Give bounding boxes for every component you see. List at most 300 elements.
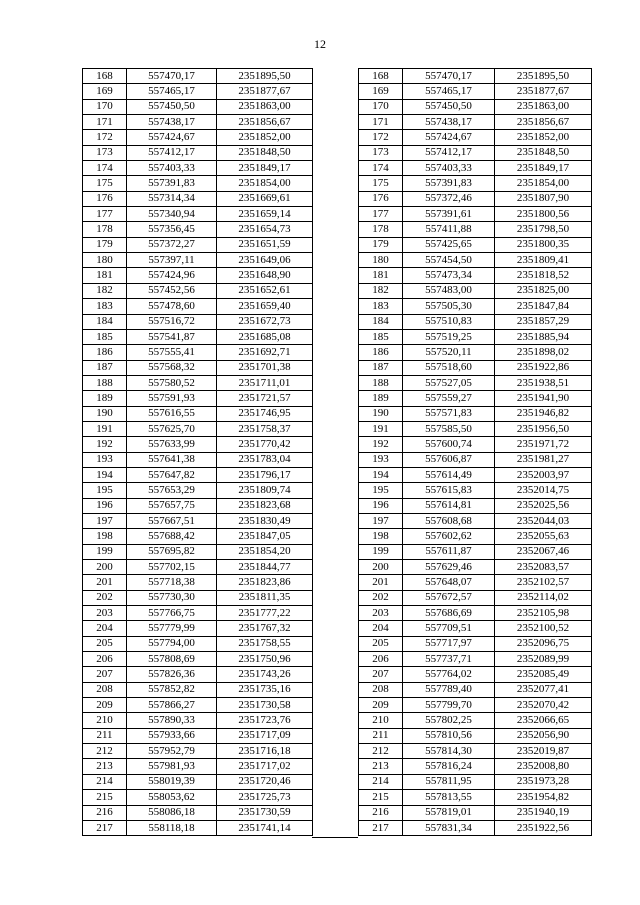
y-coordinate-cell: 2352003,97 [495,467,592,482]
table-row [359,790,592,805]
point-number-cell: 177 [359,207,403,222]
point-number-cell: 209 [83,698,127,713]
x-coordinate-cell: 557452,56 [127,283,217,298]
point-number-cell: 202 [83,590,127,605]
table-row [359,145,592,160]
point-number-cell: 180 [359,253,403,268]
point-number-cell: 182 [83,283,127,298]
table-row [83,606,313,621]
table-row [359,636,592,651]
point-number-cell: 173 [83,145,127,160]
y-coordinate-cell: 2351956,50 [495,421,592,436]
y-coordinate-cell: 2352066,65 [495,713,592,728]
y-coordinate-cell: 2351973,28 [495,774,592,789]
point-number-cell: 192 [83,437,127,452]
x-coordinate-cell: 557470,17 [403,69,495,84]
x-coordinate-cell: 557555,41 [127,345,217,360]
table-row [359,483,592,498]
y-coordinate-cell: 2352105,98 [495,606,592,621]
table-body-left [83,69,313,836]
table-row [359,713,592,728]
y-coordinate-cell: 2351777,22 [217,606,313,621]
x-coordinate-cell: 557688,42 [127,529,217,544]
y-coordinate-cell: 2352055,63 [495,529,592,544]
y-coordinate-cell: 2351811,35 [217,590,313,605]
table-row [83,774,313,789]
table-row [83,299,313,314]
table-row [83,652,313,667]
x-coordinate-cell: 557695,82 [127,544,217,559]
x-coordinate-cell: 557647,82 [127,467,217,482]
table-row [359,115,592,130]
x-coordinate-cell: 557615,83 [403,483,495,498]
table-row [83,560,313,575]
x-coordinate-cell: 557391,83 [403,176,495,191]
y-coordinate-cell: 2351809,41 [495,253,592,268]
table-row [83,207,313,222]
point-number-cell: 202 [359,590,403,605]
table-row [83,483,313,498]
x-coordinate-cell: 557465,17 [403,84,495,99]
y-coordinate-cell: 2352019,87 [495,744,592,759]
point-number-cell: 187 [359,360,403,375]
y-coordinate-cell: 2351648,90 [217,268,313,283]
point-number-cell: 179 [83,237,127,252]
x-coordinate-cell: 557510,83 [403,314,495,329]
point-number-cell: 212 [359,744,403,759]
table-row [359,237,592,252]
point-number-cell: 174 [359,161,403,176]
x-coordinate-cell: 557438,17 [403,115,495,130]
y-coordinate-cell: 2352056,90 [495,728,592,743]
table-row [359,391,592,406]
table-row [359,575,592,590]
point-number-cell: 184 [83,314,127,329]
table-row [359,375,592,390]
table-row [359,283,592,298]
table-row [83,268,313,283]
y-coordinate-cell: 2351758,37 [217,421,313,436]
table-row [83,744,313,759]
y-coordinate-cell: 2352102,57 [495,575,592,590]
point-number-cell: 171 [83,115,127,130]
point-number-cell: 181 [359,268,403,283]
point-number-cell: 188 [359,375,403,390]
table-row [359,513,592,528]
point-number-cell: 178 [83,222,127,237]
x-coordinate-cell: 557709,51 [403,621,495,636]
table-row [359,69,592,84]
point-number-cell: 199 [359,544,403,559]
point-number-cell: 186 [83,345,127,360]
point-number-cell: 193 [83,452,127,467]
point-number-cell: 214 [359,774,403,789]
x-coordinate-cell: 557473,34 [403,268,495,283]
table-row [359,529,592,544]
x-coordinate-cell: 557314,34 [127,191,217,206]
y-coordinate-cell: 2351711,01 [217,375,313,390]
x-coordinate-cell: 557814,30 [403,744,495,759]
table-row [83,667,313,682]
x-coordinate-cell: 557571,83 [403,406,495,421]
x-coordinate-cell: 557591,93 [127,391,217,406]
point-number-cell: 182 [359,283,403,298]
y-coordinate-cell: 2351717,09 [217,728,313,743]
x-coordinate-cell: 557952,79 [127,744,217,759]
table-row [83,621,313,636]
x-coordinate-cell: 557802,25 [403,713,495,728]
table-row [83,805,313,820]
x-coordinate-cell: 557810,56 [403,728,495,743]
table-row [83,145,313,160]
x-coordinate-cell: 557391,83 [127,176,217,191]
y-coordinate-cell: 2351651,59 [217,237,313,252]
point-number-cell: 177 [83,207,127,222]
point-number-cell: 175 [83,176,127,191]
y-coordinate-cell: 2351863,00 [495,99,592,114]
y-coordinate-cell: 2351823,86 [217,575,313,590]
x-coordinate-cell: 557478,60 [127,299,217,314]
table-row [359,728,592,743]
y-coordinate-cell: 2351941,90 [495,391,592,406]
point-number-cell: 171 [359,115,403,130]
x-coordinate-cell: 557616,55 [127,406,217,421]
point-number-cell: 211 [83,728,127,743]
table-row [83,237,313,252]
point-number-cell: 186 [359,345,403,360]
point-number-cell: 211 [359,728,403,743]
y-coordinate-cell: 2351856,67 [217,115,313,130]
y-coordinate-cell: 2352089,99 [495,652,592,667]
x-coordinate-cell: 557465,17 [127,84,217,99]
coordinates-table-left [82,68,313,836]
table-row [359,467,592,482]
x-coordinate-cell: 557648,07 [403,575,495,590]
x-coordinate-cell: 557614,49 [403,467,495,482]
table-row [83,529,313,544]
table-row [83,84,313,99]
table-row [359,682,592,697]
x-coordinate-cell: 557717,97 [403,636,495,651]
table-row [83,69,313,84]
y-coordinate-cell: 2352070,42 [495,698,592,713]
point-number-cell: 208 [83,682,127,697]
point-number-cell: 195 [359,483,403,498]
table-row [83,176,313,191]
table-row [83,682,313,697]
point-number-cell: 216 [83,805,127,820]
x-coordinate-cell: 557403,33 [403,161,495,176]
y-coordinate-cell: 2351922,56 [495,820,592,835]
y-coordinate-cell: 2351730,59 [217,805,313,820]
table-row [83,99,313,114]
x-coordinate-cell: 557819,01 [403,805,495,820]
point-number-cell: 213 [83,759,127,774]
y-coordinate-cell: 2351701,38 [217,360,313,375]
table-row [359,84,592,99]
point-number-cell: 203 [83,606,127,621]
y-coordinate-cell: 2351741,14 [217,820,313,835]
y-coordinate-cell: 2352077,41 [495,682,592,697]
table-row [359,314,592,329]
point-number-cell: 204 [359,621,403,636]
x-coordinate-cell: 558053,62 [127,790,217,805]
point-number-cell: 205 [359,636,403,651]
y-coordinate-cell: 2351807,90 [495,191,592,206]
y-coordinate-cell: 2352085,49 [495,667,592,682]
table-row [83,698,313,713]
table-row [83,498,313,513]
y-coordinate-cell: 2351849,17 [495,161,592,176]
point-number-cell: 194 [359,467,403,482]
point-number-cell: 217 [83,820,127,835]
table-row [83,375,313,390]
x-coordinate-cell: 557766,75 [127,606,217,621]
table-row [359,698,592,713]
table-row [359,652,592,667]
y-coordinate-cell: 2351723,76 [217,713,313,728]
table-row [83,360,313,375]
table-row [83,728,313,743]
y-coordinate-cell: 2351800,35 [495,237,592,252]
y-coordinate-cell: 2351743,26 [217,667,313,682]
x-coordinate-cell: 557518,60 [403,360,495,375]
table-row [359,406,592,421]
table-row [83,590,313,605]
x-coordinate-cell: 557981,93 [127,759,217,774]
x-coordinate-cell: 557438,17 [127,115,217,130]
point-number-cell: 197 [83,513,127,528]
y-coordinate-cell: 2352067,46 [495,544,592,559]
table-row [359,207,592,222]
x-coordinate-cell: 557568,32 [127,360,217,375]
point-number-cell: 188 [83,375,127,390]
y-coordinate-cell: 2351954,82 [495,790,592,805]
point-number-cell: 192 [359,437,403,452]
point-number-cell: 210 [359,713,403,728]
x-coordinate-cell: 557667,51 [127,513,217,528]
y-coordinate-cell: 2351852,00 [495,130,592,145]
y-coordinate-cell: 2351981,27 [495,452,592,467]
point-number-cell: 168 [359,69,403,84]
x-coordinate-cell: 557737,71 [403,652,495,667]
point-number-cell: 207 [359,667,403,682]
y-coordinate-cell: 2351854,20 [217,544,313,559]
x-coordinate-cell: 557629,46 [403,560,495,575]
table-row [359,452,592,467]
y-coordinate-cell: 2351857,29 [495,314,592,329]
point-number-cell: 197 [359,513,403,528]
point-number-cell: 168 [83,69,127,84]
point-number-cell: 178 [359,222,403,237]
point-number-cell: 185 [359,329,403,344]
x-coordinate-cell: 557519,25 [403,329,495,344]
x-coordinate-cell: 557718,38 [127,575,217,590]
x-coordinate-cell: 557412,17 [127,145,217,160]
point-number-cell: 175 [359,176,403,191]
table-row [359,498,592,513]
y-coordinate-cell: 2351721,57 [217,391,313,406]
x-coordinate-cell: 557852,82 [127,682,217,697]
point-number-cell: 190 [83,406,127,421]
y-coordinate-cell: 2351659,40 [217,299,313,314]
y-coordinate-cell: 2351730,58 [217,698,313,713]
x-coordinate-cell: 558086,18 [127,805,217,820]
x-coordinate-cell: 557811,95 [403,774,495,789]
x-coordinate-cell: 557340,94 [127,207,217,222]
point-number-cell: 215 [359,790,403,805]
y-coordinate-cell: 2351844,77 [217,560,313,575]
x-coordinate-cell: 557602,62 [403,529,495,544]
y-coordinate-cell: 2351809,74 [217,483,313,498]
x-coordinate-cell: 557866,27 [127,698,217,713]
y-coordinate-cell: 2351649,06 [217,253,313,268]
table-gap [312,68,358,838]
x-coordinate-cell: 557403,33 [127,161,217,176]
y-coordinate-cell: 2351825,00 [495,283,592,298]
x-coordinate-cell: 557411,88 [403,222,495,237]
point-number-cell: 190 [359,406,403,421]
y-coordinate-cell: 2351818,52 [495,268,592,283]
y-coordinate-cell: 2351770,42 [217,437,313,452]
table-row [359,345,592,360]
y-coordinate-cell: 2352083,57 [495,560,592,575]
y-coordinate-cell: 2351725,73 [217,790,313,805]
point-number-cell: 174 [83,161,127,176]
y-coordinate-cell: 2351669,61 [217,191,313,206]
x-coordinate-cell: 557789,40 [403,682,495,697]
point-number-cell: 208 [359,682,403,697]
point-number-cell: 180 [83,253,127,268]
y-coordinate-cell: 2351852,00 [217,130,313,145]
point-number-cell: 214 [83,774,127,789]
y-coordinate-cell: 2351692,71 [217,345,313,360]
x-coordinate-cell: 557764,02 [403,667,495,682]
y-coordinate-cell: 2351830,49 [217,513,313,528]
point-number-cell: 181 [83,268,127,283]
table-row [83,345,313,360]
y-coordinate-cell: 2351685,08 [217,329,313,344]
table-row [359,191,592,206]
table-row [83,575,313,590]
table-row [359,667,592,682]
y-coordinate-cell: 2352100,52 [495,621,592,636]
x-coordinate-cell: 557412,17 [403,145,495,160]
table-row [83,790,313,805]
table-row [359,421,592,436]
table-row [83,437,313,452]
y-coordinate-cell: 2351854,00 [217,176,313,191]
page-number: 12 [314,37,326,51]
y-coordinate-cell: 2351659,14 [217,207,313,222]
x-coordinate-cell: 557424,67 [403,130,495,145]
x-coordinate-cell: 557606,87 [403,452,495,467]
y-coordinate-cell: 2351746,95 [217,406,313,421]
point-number-cell: 206 [359,652,403,667]
table-row [359,759,592,774]
x-coordinate-cell: 557611,87 [403,544,495,559]
y-coordinate-cell: 2351720,46 [217,774,313,789]
x-coordinate-cell: 557580,52 [127,375,217,390]
point-number-cell: 183 [83,299,127,314]
y-coordinate-cell: 2351938,51 [495,375,592,390]
point-number-cell: 217 [359,820,403,835]
x-coordinate-cell: 557372,46 [403,191,495,206]
point-number-cell: 189 [359,391,403,406]
y-coordinate-cell: 2351895,50 [217,69,313,84]
point-number-cell: 173 [359,145,403,160]
y-coordinate-cell: 2351800,56 [495,207,592,222]
point-number-cell: 201 [83,575,127,590]
point-number-cell: 196 [83,498,127,513]
y-coordinate-cell: 2352096,75 [495,636,592,651]
table-row [83,421,313,436]
coordinates-table-right [358,68,592,836]
y-coordinate-cell: 2351798,50 [495,222,592,237]
y-coordinate-cell: 2351863,00 [217,99,313,114]
table-row [359,268,592,283]
y-coordinate-cell: 2351877,67 [495,84,592,99]
point-number-cell: 198 [359,529,403,544]
y-coordinate-cell: 2351654,73 [217,222,313,237]
x-coordinate-cell: 557516,72 [127,314,217,329]
point-number-cell: 200 [83,560,127,575]
table-row [83,329,313,344]
table-row [83,391,313,406]
table-row [359,590,592,605]
point-number-cell: 216 [359,805,403,820]
x-coordinate-cell: 557372,27 [127,237,217,252]
table-row [359,99,592,114]
x-coordinate-cell: 557541,87 [127,329,217,344]
y-coordinate-cell: 2351652,61 [217,283,313,298]
table-row [83,513,313,528]
x-coordinate-cell: 557614,81 [403,498,495,513]
table-row [359,253,592,268]
point-number-cell: 194 [83,467,127,482]
y-coordinate-cell: 2351750,96 [217,652,313,667]
x-coordinate-cell: 557808,69 [127,652,217,667]
x-coordinate-cell: 557625,70 [127,421,217,436]
x-coordinate-cell: 557702,15 [127,560,217,575]
point-number-cell: 169 [359,84,403,99]
x-coordinate-cell: 557933,66 [127,728,217,743]
y-coordinate-cell: 2352008,80 [495,759,592,774]
y-coordinate-cell: 2351847,05 [217,529,313,544]
x-coordinate-cell: 557356,45 [127,222,217,237]
x-coordinate-cell: 557831,34 [403,820,495,835]
y-coordinate-cell: 2351898,02 [495,345,592,360]
table-row [83,467,313,482]
point-number-cell: 176 [359,191,403,206]
table-row [359,437,592,452]
point-number-cell: 215 [83,790,127,805]
x-coordinate-cell: 557450,50 [127,99,217,114]
point-number-cell: 206 [83,652,127,667]
point-number-cell: 199 [83,544,127,559]
table-row [83,759,313,774]
y-coordinate-cell: 2351856,67 [495,115,592,130]
x-coordinate-cell: 557527,05 [403,375,495,390]
x-coordinate-cell: 557397,11 [127,253,217,268]
point-number-cell: 212 [83,744,127,759]
x-coordinate-cell: 557391,61 [403,207,495,222]
point-number-cell: 203 [359,606,403,621]
point-number-cell: 198 [83,529,127,544]
table-row [83,452,313,467]
y-coordinate-cell: 2352114,02 [495,590,592,605]
y-coordinate-cell: 2351823,68 [217,498,313,513]
